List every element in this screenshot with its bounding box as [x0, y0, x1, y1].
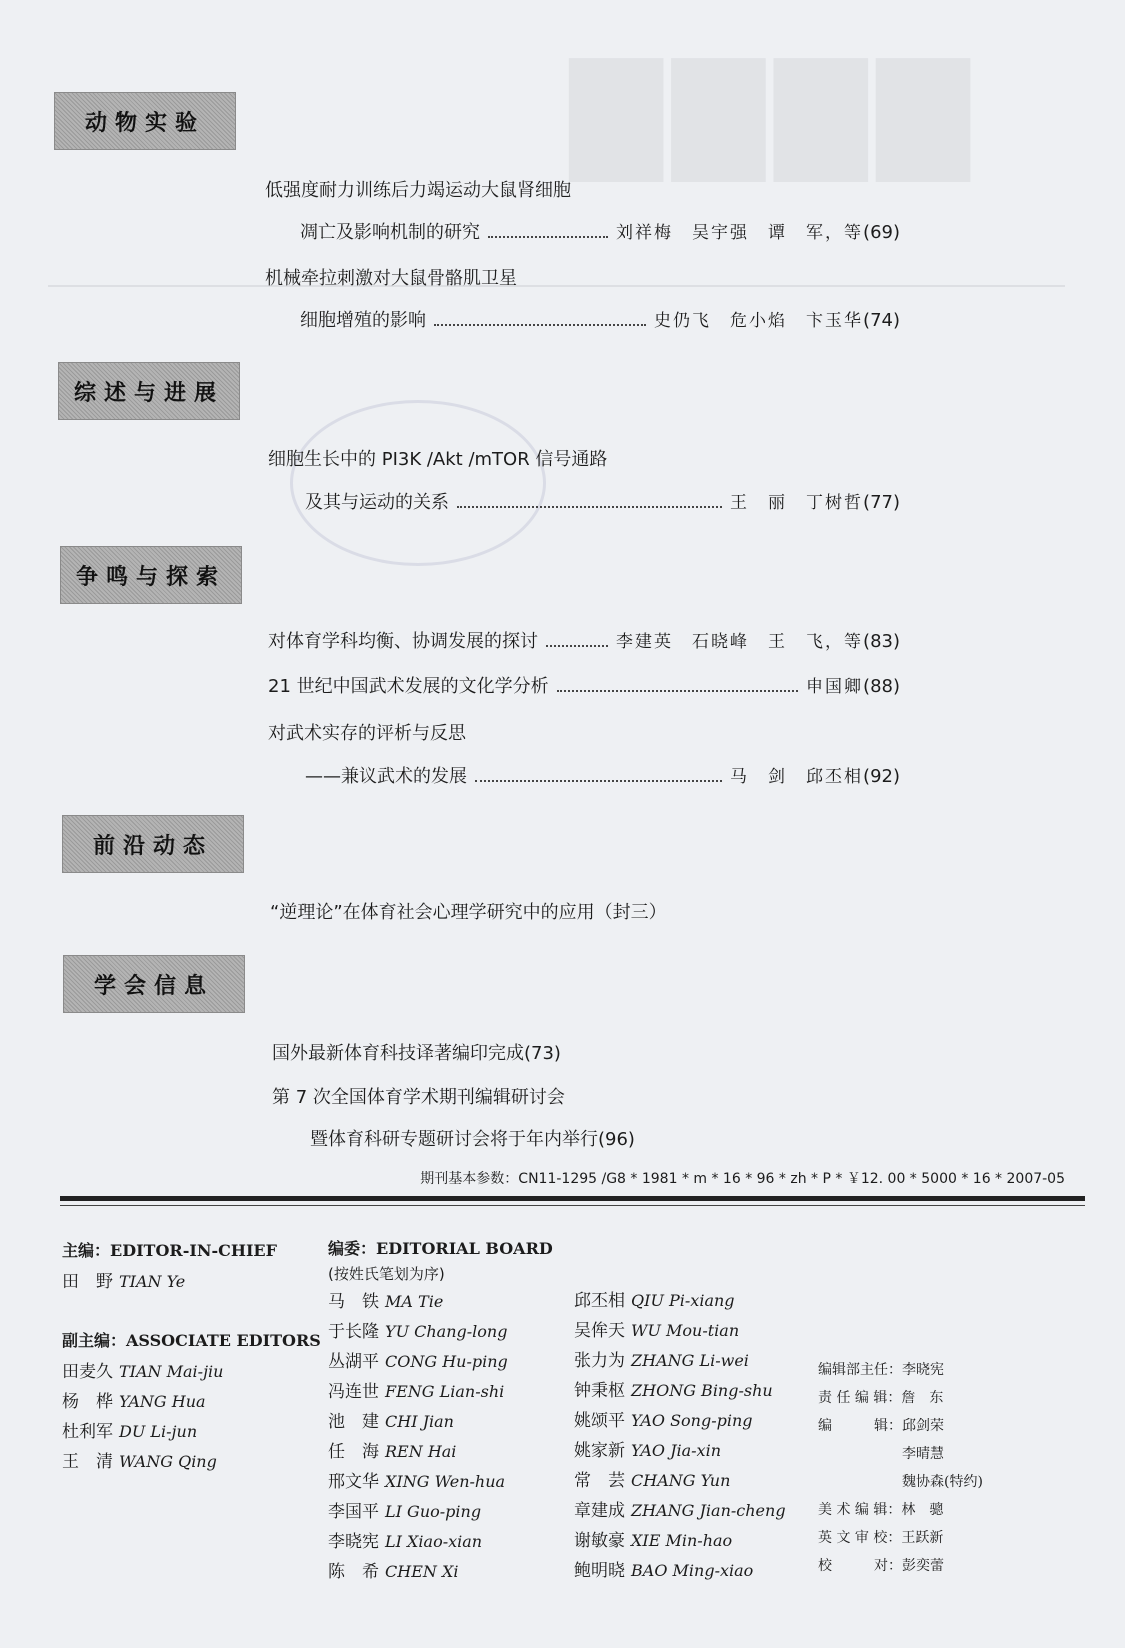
toc-entry-page: (77)	[863, 492, 900, 513]
staff-line: 魏协森(特约)	[818, 1474, 983, 1490]
divider-thin	[60, 1205, 1085, 1206]
toc-entry[interactable]	[300, 218, 900, 244]
associate-editors-block	[62, 1328, 321, 1477]
leader-dots	[475, 780, 722, 782]
toc-entry-line: 机械牵拉刺激对大鼠骨骼肌卫星	[265, 268, 517, 289]
person: 邢文华 XING Wen-hua	[328, 1472, 506, 1492]
person: 王 清 WANG Qing	[62, 1452, 217, 1472]
editorial-staff-block	[818, 1356, 983, 1580]
person: 谢敏豪 XIE Min-hao	[574, 1531, 733, 1551]
toc-entry-title: 21 世纪中国武术发展的文化学分析	[268, 676, 549, 697]
leader-dots	[434, 324, 646, 326]
section-header: 综述与进展	[58, 362, 240, 420]
staff-line: 校 对：彭奕蕾	[818, 1558, 944, 1574]
editorial-board-block	[328, 1236, 553, 1587]
toc-entry-title: 凋亡及影响机制的研究	[300, 222, 480, 243]
editorial-board-heading: 编委：EDITORIAL BOARD	[328, 1239, 553, 1258]
section-header: 动物实验	[54, 92, 236, 150]
person: 池 建 CHI Jian	[328, 1412, 454, 1432]
divider-thick	[60, 1196, 1085, 1201]
person: 冯连世 FENG Lian-shi	[328, 1382, 505, 1402]
toc-entry[interactable]	[305, 488, 900, 514]
bleed-through-shadow: ▇▇▇▇	[570, 40, 980, 181]
editorial-board-note: (按姓氏笔划为序)	[328, 1265, 445, 1283]
staff-line: 李晴慧	[818, 1446, 944, 1462]
section-header: 争鸣与探索	[60, 546, 242, 604]
person: 姚颂平 YAO Song-ping	[574, 1411, 753, 1431]
toc-entry-authors: 马 剑 邱丕相	[730, 767, 864, 787]
person: 吴侔天 WU Mou-tian	[574, 1321, 740, 1341]
person: 杜利军 DU Li-jun	[62, 1422, 198, 1442]
library-stamp	[290, 400, 546, 566]
toc-entry[interactable]	[268, 672, 900, 698]
toc-entry[interactable]	[300, 306, 900, 332]
toc-entry-title: 对体育学科均衡、协调发展的探讨	[268, 631, 538, 652]
toc-entry-title: 及其与运动的关系	[305, 492, 449, 513]
toc-entry-page: (69)	[863, 222, 900, 243]
person: 任 海 REN Hai	[328, 1442, 457, 1462]
person: 丛湖平 CONG Hu-ping	[328, 1352, 508, 1372]
editor-in-chief-heading: 主编：EDITOR-IN-CHIEF	[62, 1241, 277, 1260]
bleed-through-rule	[48, 285, 1065, 287]
leader-dots	[546, 645, 608, 647]
person: 杨 桦 YANG Hua	[62, 1392, 206, 1412]
toc-entry[interactable]: “逆理论”在体育社会心理学研究中的应用（封三）	[270, 902, 667, 923]
journal-parameters: 期刊基本参数：CN11-1295 /G8 * 1981 * m * 16 * 96 * zh * P * ￥12. 00 * 5000 * 16 * 2007-05	[420, 1171, 1065, 1187]
person: 马 铁 MA Tie	[328, 1292, 444, 1312]
staff-line: 美 术 编 辑：林 骢	[818, 1502, 944, 1518]
toc-entry-line[interactable]: 暨体育科研专题研讨会将于年内举行(96)	[310, 1129, 635, 1150]
toc-entry-page: (74)	[863, 310, 900, 331]
person: 姚家新 YAO Jia-xin	[574, 1441, 721, 1461]
person: 常 芸 CHANG Yun	[574, 1471, 731, 1491]
person: 鲍明晓 BAO Ming-xiao	[574, 1561, 754, 1581]
toc-entry-page: (83)	[863, 631, 900, 652]
editorial-board-column-2	[574, 1286, 786, 1586]
toc-entry-authors: 王 丽 丁树哲	[730, 493, 864, 513]
section-header: 前沿动态	[62, 815, 244, 873]
toc-entry-line[interactable]: 第 7 次全国体育学术期刊编辑研讨会	[272, 1087, 565, 1108]
toc-entry-line: 低强度耐力训练后力竭运动大鼠肾细胞	[265, 180, 571, 201]
toc-entry-line: 对武术实存的评析与反思	[268, 723, 466, 744]
person: 章建成 ZHANG Jian-cheng	[574, 1501, 786, 1521]
toc-entry-page: (92)	[863, 766, 900, 787]
leader-dots	[457, 506, 722, 508]
toc-entry-title: 细胞增殖的影响	[300, 310, 426, 331]
person: 邱丕相 QIU Pi-xiang	[574, 1291, 735, 1311]
toc-entry[interactable]: 国外最新体育科技译著编印完成(73)	[272, 1043, 561, 1064]
person: 李晓宪 LI Xiao-xian	[328, 1532, 483, 1552]
person: 田 野 TIAN Ye	[62, 1272, 186, 1292]
person: 张力为 ZHANG Li-wei	[574, 1351, 749, 1371]
person: 李国平 LI Guo-ping	[328, 1502, 482, 1522]
leader-dots	[488, 236, 608, 238]
toc-entry[interactable]	[268, 627, 900, 653]
staff-line: 责 任 编 辑：詹 东	[818, 1390, 944, 1406]
staff-line: 编辑部主任：李晓宪	[818, 1362, 944, 1378]
editor-in-chief-block	[62, 1238, 277, 1297]
associate-editors-heading: 副主编：ASSOCIATE EDITORS	[62, 1331, 321, 1350]
toc-entry-authors: 史仍飞 危小焰 卞玉华	[654, 311, 864, 331]
staff-line: 英 文 审 校：王跃新	[818, 1530, 944, 1546]
person: 田麦久 TIAN Mai-jiu	[62, 1362, 224, 1382]
toc-entry-page: (88)	[863, 676, 900, 697]
person: 陈 希 CHEN Xi	[328, 1562, 459, 1582]
toc-entry-authors: 李建英 石晓峰 王 飞，等	[616, 632, 864, 652]
leader-dots	[557, 690, 798, 692]
toc-entry-authors: 申国卿	[806, 677, 864, 697]
staff-line: 编 辑：邱剑荣	[818, 1418, 944, 1434]
person: 钟秉枢 ZHONG Bing-shu	[574, 1381, 773, 1401]
person: 于长隆 YU Chang-long	[328, 1322, 508, 1342]
section-header: 学会信息	[63, 955, 245, 1013]
toc-entry-authors: 刘祥梅 吴宇强 谭 军，等	[616, 223, 864, 243]
toc-entry-line: 细胞生长中的 PI3K /Akt /mTOR 信号通路	[268, 449, 608, 470]
toc-entry-title: ——兼议武术的发展	[305, 766, 467, 787]
toc-entry[interactable]	[305, 762, 900, 788]
